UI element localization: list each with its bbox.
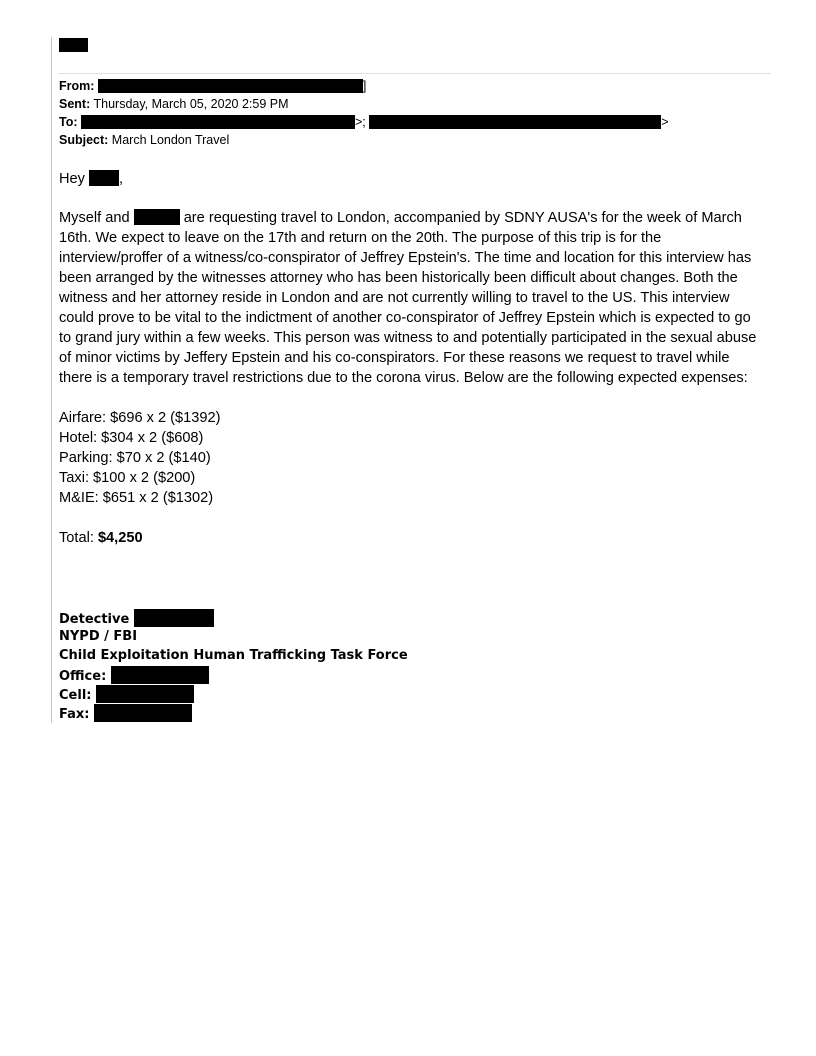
signature-cell-row xyxy=(59,685,194,706)
message-paragraph xyxy=(59,208,774,388)
to-row xyxy=(59,113,669,131)
redacted-cell-number xyxy=(96,685,194,703)
para-line: interview/proffer of a witness/co-conspirator of Jeffrey Epstein's. The time and location for this interview has xyxy=(59,250,752,266)
subject-label: Subject: xyxy=(59,133,109,147)
signature-org: NYPD / FBI xyxy=(59,629,138,644)
expense-item: Airfare: $696 x 2 ($1392) xyxy=(59,410,221,426)
redacted-colleague-name xyxy=(134,209,180,225)
sent-value: Thursday, March 05, 2020 2:59 PM xyxy=(93,97,289,111)
redacted-from xyxy=(98,79,363,93)
total-row xyxy=(59,528,774,548)
para-line: witness and her attorney reside in London and are not currently willing to travel to the US. This interview xyxy=(59,290,730,306)
para-line: could prove to be vital to the indictment of another co-conspirator of Jeffrey Epstein which is expected to go xyxy=(59,310,751,326)
left-border xyxy=(51,37,52,723)
to-label: To: xyxy=(59,115,78,129)
expense-item: Parking: $70 x 2 ($140) xyxy=(59,450,211,466)
fax-label: Fax: xyxy=(59,707,90,722)
redaction-box-top xyxy=(59,38,88,52)
redacted-to-1 xyxy=(81,115,355,129)
total-value: $4,250 xyxy=(97,530,143,546)
subject-value: March London Travel xyxy=(111,133,230,147)
para-line: to grand jury within a few weeks. This person was witness to and potentially participated in the sexual abuse xyxy=(59,330,757,346)
total-label: Total: xyxy=(59,530,98,546)
signature-title: Detective xyxy=(59,612,130,627)
para-line: there is a temporary travel restrictions due to the corona virus. Below are the following expected expenses: xyxy=(59,370,748,386)
greeting xyxy=(59,169,774,189)
signature-title-row xyxy=(59,609,214,630)
to-suffix: > xyxy=(661,115,669,129)
to-separator: >; xyxy=(355,115,366,129)
greeting-suffix: , xyxy=(119,171,124,187)
redacted-detective-name xyxy=(134,609,214,627)
signature-unit: Child Exploitation Human Trafficking Task Force xyxy=(59,648,408,663)
cell-label: Cell: xyxy=(59,688,92,703)
header-separator xyxy=(58,73,771,74)
redacted-recipient-name xyxy=(89,170,119,186)
redacted-to-2 xyxy=(369,115,661,129)
sent-row xyxy=(59,95,289,113)
expenses-list xyxy=(59,408,774,508)
para-line: been arranged by the witnesses attorney who has been historically been difficult about changes. Both the xyxy=(59,270,738,286)
redacted-office-number xyxy=(111,666,209,684)
para-line1-rest: are requesting travel to London, accompanied by SDNY AUSA's for the week of March xyxy=(179,210,742,226)
office-label: Office: xyxy=(59,669,107,684)
expense-item: Taxi: $100 x 2 ($200) xyxy=(59,470,196,486)
redacted-fax-number xyxy=(94,704,192,722)
from-row xyxy=(59,77,366,95)
para-line: of minor victims by Jeffery Epstein and his co-conspirators. For these reasons we request to travel while xyxy=(59,350,730,366)
para-line: 16th. We expect to leave on the 17th and return on the 20th. The purpose of this trip is for the xyxy=(59,230,662,246)
sent-label: Sent: xyxy=(59,97,91,111)
from-suffix: ] xyxy=(362,79,367,93)
from-label: From: xyxy=(59,79,95,93)
greeting-prefix: Hey xyxy=(59,171,85,187)
expense-item: Hotel: $304 x 2 ($608) xyxy=(59,430,204,446)
signature-fax-row xyxy=(59,704,192,725)
expense-item: M&IE: $651 x 2 ($1302) xyxy=(59,490,214,506)
signature-office-row xyxy=(59,666,209,687)
subject-row xyxy=(59,131,229,149)
para-line1-prefix: Myself and xyxy=(59,210,130,226)
